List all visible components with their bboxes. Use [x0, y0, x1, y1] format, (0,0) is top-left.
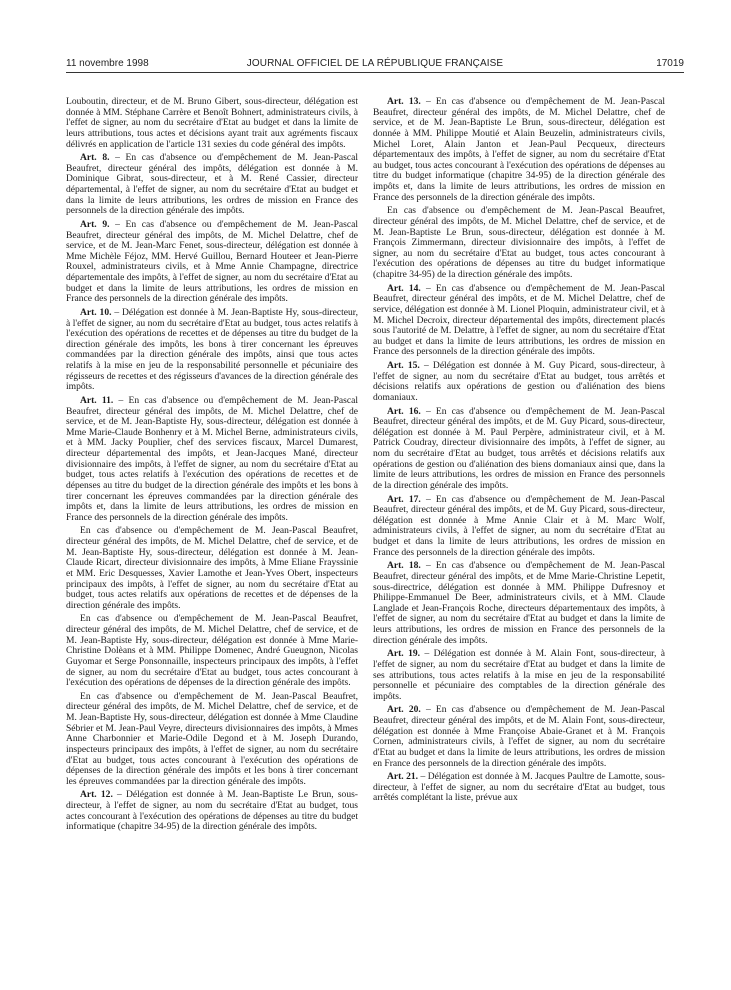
- paragraph-text: – En cas d'absence ou d'empêchement de M. Jean-Pascal Beaufret, directeur général des impôts, et de M. Alain Font, sous-directeur, délégation est donnée à Mme Françoise Abaie-Granet et à M. François Cornen, administrateurs civils, à l'effet de signer, au nom du secrétaire d'Etat au budget et dans la limite de leurs attributions, les ordres de mission en France des personnels de la direction générale des impôts.: [373, 704, 665, 769]
- paragraph-text: – En cas d'absence ou d'empêchement de M. Jean-Pascal Beaufret, directeur général des impôts, délégation est donnée à M. Dominique Gibrat, sous-directeur, et à M. René Cassier, directeur départemental, à l'effet de signer, au nom du secrétaire d'Etat au budget et dans la limite de leurs attributions, les ordres de mission en France des personnels de la direction générale des impôts.: [66, 152, 358, 217]
- paragraph-text: – En cas d'absence ou d'empêchement de M. Jean-Pascal Beaufret, directeur général des impôts, et de Mme Marie-Christine Lepetit, sous-directrice, délégation est donnée à MM. Philippe Dufresnoy et Philippe-Emmanuel De Beer, administrateurs civils, et à MM. Claude Langlade et Jean-François Roche, directeurs départementaux des impôts, à l'effet de signer, au nom du secrétaire d'Etat au budget et dans la limite de leurs attributions, les ordres de mission en France des personnels de la direction générale des impôts.: [373, 560, 665, 646]
- paragraph-text: – Délégation est donnée à M. Jean-Baptiste Le Brun, sous-directeur, à l'effet de signer, au nom du secrétaire d'Etat au budget, tous actes concourant à l'exécution des opérations de dépenses au titre du budget informatique (chapitre 34-95) de la direction générale des impôts.: [66, 789, 358, 833]
- header-date: 11 novembre 1998: [66, 58, 149, 69]
- article-label: Art. 9.: [80, 218, 110, 230]
- article-label: Art. 16.: [387, 405, 421, 417]
- article-paragraph: [66, 153, 358, 217]
- paragraph-text: – En cas d'absence ou d'empêchement de M. Jean-Pascal Beaufret, directeur général des impôts, de M. Michel Delattre, chef de service, et de M. Jean-Marc Fenet, sous-directeur, délégation est donnée à Mme Michèle Féjoz, MM. Hervé Guillou, Bernard Houteer et Jean-Pierre Rouxel, administrateurs civils, et à Mme Annie Champagne, directrice départementale des impôts, à l'effet de signer, au nom du secrétaire d'Etat au budget et dans la limite de leurs attributions, les ordres de mission en France des personnels de la direction générale des impôts.: [66, 218, 358, 305]
- header-rule: [66, 72, 684, 73]
- article-label: Art. 10.: [80, 306, 112, 318]
- article-paragraph: [66, 396, 358, 524]
- paragraph-text: En cas d'absence ou d'empêchement de M. Jean-Pascal Beaufret, directeur général des impôts, de M. Michel Delattre, chef de service, et de M. Jean-Baptiste Hy, sous-directeur, délégation est donnée à M. Jean-Claude Ricart, directeur divisionnaire des impôts, à Mme Eliane Frayssinie et MM. Eric Desquesses, Xavier Lamothe et Jean-Yves Obert, inspecteurs principaux des impôts, à l'effet de signer, au nom du secrétaire d'Etat au budget, tous actes relatifs aux opérations de recettes et de dépenses de la direction générale des impôts.: [66, 525, 358, 611]
- paragraph-text: – En cas d'absence ou d'empêchement de M. Jean-Pascal Beaufret, directeur général des impôts, et de M. Michel Delattre, chef de service, délégation est donnée à M. Lionel Ploquin, administrateur civil, et à M. Michel Decroix, directeur départemental des impôts, directement placés sous l'autorité de M. Delattre, à l'effet de signer, au nom du secrétaire d'Etat au budget et dans la limite de leurs attributions, les ordres de mission en France des personnels de la direction générale des impôts.: [373, 282, 665, 358]
- paragraph-text: – En cas d'absence ou d'empêchement de M. Jean-Pascal Beaufret, directeur général des impôts, de M. Michel Delattre, chef de service, et de M. Jean-Baptiste Hy, sous-directeur, délégation est donnée à Mme Marie-Claude Bonhenry et à M. Michel Berne, administrateurs civils, et à MM. Jacky Pouplier, chef des services fiscaux, Marcel Dumarest, directeur départemental des impôts, et Jean-Jacques Mané, directeur divisionnaire des impôts, à l'effet de signer, au nom du secrétaire d'Etat au budget, tous actes relatifs à l'exécution des opérations de recettes et de dépenses au titre du budget de la direction générale des impôts et les bons à tirer concernant les épreuves commandées par la direction générale des impôts et, dans la limite de leurs attributions, les ordres de mission en France des personnels de la direction générale des impôts.: [66, 394, 358, 523]
- article-paragraph: [66, 220, 358, 305]
- paragraph-text: – En cas d'absence ou d'empêchement de M. Jean-Pascal Beaufret, directeur général des impôts, de M. Michel Delattre, chef de service, et de M. Jean-Baptiste Le Brun, sous-directeur, délégation est donnée à MM. Philippe Moutié et Alain Beuzelin, administrateurs civils, Michel Loret, Alain Janton et Jean-Paul Pecqueux, directeurs départementaux des impôts, à l'effet de signer, au nom du secrétaire d'Etat au budget, tous actes concourant à l'exécution des opérations de dépenses au titre du budget informatique (chapitre 34-95) de la direction générale des impôts et, dans la limite de leurs attributions, les ordres de mission en France des personnels de la direction générale des impôts.: [373, 97, 665, 203]
- article-label: Art. 8.: [80, 152, 110, 164]
- article-label: Art. 13.: [387, 97, 421, 107]
- article-label: Art. 12.: [80, 789, 113, 801]
- article-paragraph: [66, 308, 358, 393]
- page-header: [66, 58, 684, 72]
- article-label: Art. 17.: [387, 493, 421, 505]
- paragraph-text: – Délégation est donnée à M. Guy Picard, sous-directeur, à l'effet de signer, au nom du secrétaire d'Etat au budget, tous arrêtés et décisions relatifs aux opérations de gestion ou d'aliénation des biens domaniaux.: [373, 360, 665, 403]
- article-paragraph: [373, 772, 665, 804]
- article-paragraph: [373, 284, 665, 358]
- right-column: [373, 97, 665, 962]
- article-paragraph: [373, 649, 665, 702]
- paragraph: [66, 614, 358, 688]
- article-label: Art. 18.: [387, 560, 421, 572]
- paragraph-text: – Délégation est donnée à M. Alain Font, sous-directeur, à l'effet de signer, au nom du secrétaire d'Etat au budget et dans la limite de ses attributions, tous actes relatifs à la mise en jeu de la responsabilité personnelle et pécuniaire des comptables de la direction générale des impôts.: [373, 648, 665, 702]
- paragraph-text: En cas d'absence ou d'empêchement de M. Jean-Pascal Beaufret, directeur général des impôts, de M. Michel Delattre, chef de service, et de M. Jean-Baptiste Hy, sous-directeur, délégation est donnée à Mme Claudine Sébrier et M. Jean-Paul Veyre, directeurs divisionnaires des impôts, à Mmes Anne Charbonnier et Marie-Odile Degond et à M. Joseph Durando, inspecteurs principaux des impôts, à l'effet de signer, au nom du secrétaire d'Etat au budget, tous actes concourant à l'exécution des opérations de dépenses de la direction générale des impôts et les bons à tirer concernant les épreuves commandées par la direction générale des impôts.: [66, 690, 358, 787]
- article-label: Art. 11.: [80, 394, 114, 406]
- article-paragraph: [373, 361, 665, 404]
- article-label: Art. 20.: [387, 704, 421, 716]
- paragraph-text: Louboutin, directeur, et de M. Bruno Gibert, sous-directeur, délégation est donnée à MM. Stéphane Carrère et Benoît Bohnert, administrateurs civils, à l'effet de signer, au nom du secrétaire d'Etat au budget et dans la limite de leurs attributions, tous actes et décisions ayant trait aux agréments fiscaux délivrés en application de l'article 131 sexies du code général des impôts.: [66, 97, 358, 150]
- article-paragraph: [373, 561, 665, 646]
- paragraph-text: En cas d'absence ou d'empêchement de M. Jean-Pascal Beaufret, directeur général des impôts, de M. Michel Delattre, chef de service, et de M. Jean-Baptiste Le Brun, sous-directeur, délégation est donnée à M. François Zimmermann, directeur divisionnaire des impôts, à l'effet de signer, au nom du secrétaire d'Etat au budget, tous actes concourant à l'exécution des opérations de dépenses au titre du budget informatique (chapitre 34-95) de la direction générale des impôts.: [373, 205, 665, 280]
- article-paragraph: [373, 495, 665, 559]
- left-column: [66, 97, 358, 962]
- paragraph-text: – En cas d'absence ou d'empêchement de M. Jean-Pascal Beaufret, directeur général des impôts, et de M. Guy Picard, sous-directeur, délégation est donnée à Mme Annie Clair et à M. Marc Wolf, administrateurs civils, à l'effet de signer, au nom du secrétaire d'Etat au budget et dans la limite de leurs attributions, les ordres de mission en France des personnels de la direction générale des impôts.: [373, 493, 665, 558]
- paragraph-text: – Délégation est donnée à M. Jacques Paultre de Lamotte, sous-directeur, à l'effet de signer, au nom du secrétaire d'Etat au budget, tous arrêtés complétant la liste, prévue aux: [373, 771, 665, 804]
- article-paragraph: [373, 705, 665, 769]
- article-paragraph: [373, 97, 665, 203]
- paragraph-text: – En cas d'absence ou d'empêchement de M. Jean-Pascal Beaufret, directeur général des impôts, et de M. Guy Picard, sous-directeur, délégation est donnée à M. Paul Perpère, administrateur civil, et à M. Patrick Coudray, directeur divisionnaire des impôts, à l'effet de signer, au nom du secrétaire d'Etat au budget, tous arrêtés et décisions relatifs aux opérations de gestion ou d'aliénation des biens domaniaux ainsi que, dans la limite de leurs attributions, les ordres de mission en France des personnels de la direction générale des impôts.: [373, 405, 665, 491]
- paragraph: [373, 206, 665, 280]
- paragraph: [66, 692, 358, 788]
- paragraph-text: En cas d'absence ou d'empêchement de M. Jean-Pascal Beaufret, directeur général des impôts, de M. Michel Delattre, chef de service, et de M. Jean-Baptiste Hy, sous-directeur, délégation est donnée à Mme Marie-Christine Dolèans et à MM. Philippe Domenec, André Gueugnon, Nicolas Guyomar et Serge Ponsonnaille, inspecteurs principaux des impôts, à l'effet de signer, au nom du secrétaire d'Etat au budget, tous actes concourant à l'exécution des opérations de dépenses de la direction générale des impôts.: [66, 613, 358, 689]
- article-label: Art. 21.: [387, 771, 419, 783]
- article-label: Art. 19.: [387, 648, 421, 660]
- page-number: 17019: [656, 58, 684, 69]
- paragraph: [66, 526, 358, 611]
- article-label: Art. 15.: [387, 360, 420, 371]
- journal-title: JOURNAL OFFICIEL DE LA RÉPUBLIQUE FRANÇAISE: [246, 58, 504, 69]
- paragraph: [66, 97, 358, 150]
- article-label: Art. 14.: [387, 282, 421, 294]
- article-paragraph: [373, 407, 665, 492]
- article-paragraph: [66, 790, 358, 833]
- paragraph-text: – Délégation est donnée à M. Jean-Baptiste Hy, sous-directeur, à l'effet de signer, au nom du secrétaire d'Etat au budget, tous actes relatifs à l'exécution des opérations de recettes et de dépenses au titre du budget de la direction générale des impôts, les bons à tirer concernant les épreuves commandées par la direction générale des impôts, ainsi que tous actes relatifs à la mise en jeu de la responsabilité personnelle et pécuniaire des régisseurs de recettes et des régisseurs d'avances de la direction générale des impôts.: [66, 306, 358, 393]
